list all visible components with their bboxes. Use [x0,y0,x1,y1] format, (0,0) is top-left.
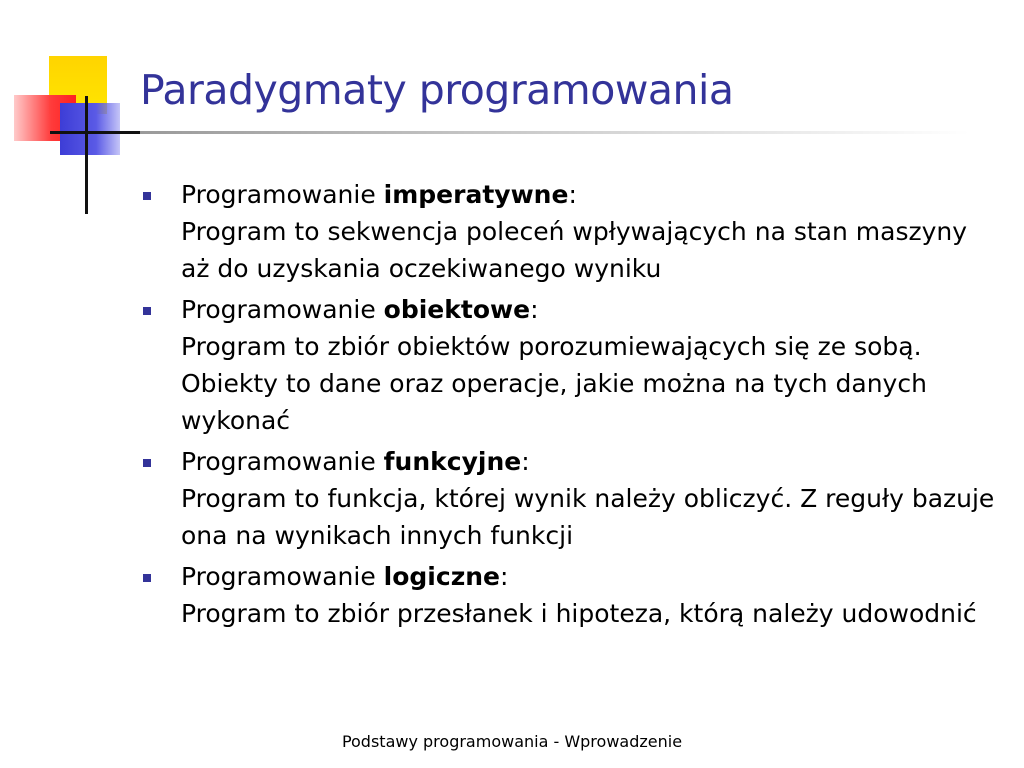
bullet-term: funkcyjne [383,447,522,476]
bullet-heading [181,176,1000,213]
bullet-prefix: Programowanie [181,447,384,476]
bullet-square-icon [143,459,151,467]
bullet-item-functional [140,443,1000,554]
bullet-suffix: : [500,562,509,591]
slide-footer: Podstawy programowania - Wprowadzenie [341,732,683,751]
slide-title: Paradygmaty programowania [140,66,734,114]
logo-blue-square [60,103,120,155]
bullet-suffix: : [530,295,539,324]
bullet-item-object-oriented [140,291,1000,439]
bullet-description: Program to zbiór przesłanek i hipoteza, którą należy udowodnić [181,599,977,628]
bullet-term: imperatywne [383,180,569,209]
bullet-suffix: : [568,180,577,209]
bullet-suffix: : [521,447,530,476]
bullet-description: Program to sekwencja poleceń wpływających na stan maszyny aż do uzyskania oczekiwanego wyniku [181,217,968,283]
bullet-square-icon [143,574,151,582]
bullet-description: Program to funkcja, której wynik należy obliczyć. Z reguły bazuje ona na wynikach innych funkcji [181,484,995,550]
bullet-term: obiektowe [383,295,531,324]
bullet-prefix: Programowanie [181,562,384,591]
bullet-square-icon [143,192,151,200]
bullet-description: Program to zbiór obiektów porozumiewających się ze sobą. Obiekty to dane oraz operacje, jakie można na tych danych wykonać [181,332,927,435]
logo-vertical-line [85,96,88,214]
logo-horizontal-line [50,131,150,134]
bullet-square-icon [143,307,151,315]
slide-logo-decoration [0,0,150,220]
bullet-heading [181,443,1000,480]
bullet-heading [181,558,1000,595]
bullet-item-logic [140,558,1000,632]
bullet-item-imperative [140,176,1000,287]
bullet-prefix: Programowanie [181,295,384,324]
bullet-heading [181,291,1000,328]
title-underline [140,131,970,134]
bullet-term: logiczne [383,562,501,591]
bullet-list [140,176,1000,636]
bullet-prefix: Programowanie [181,180,384,209]
